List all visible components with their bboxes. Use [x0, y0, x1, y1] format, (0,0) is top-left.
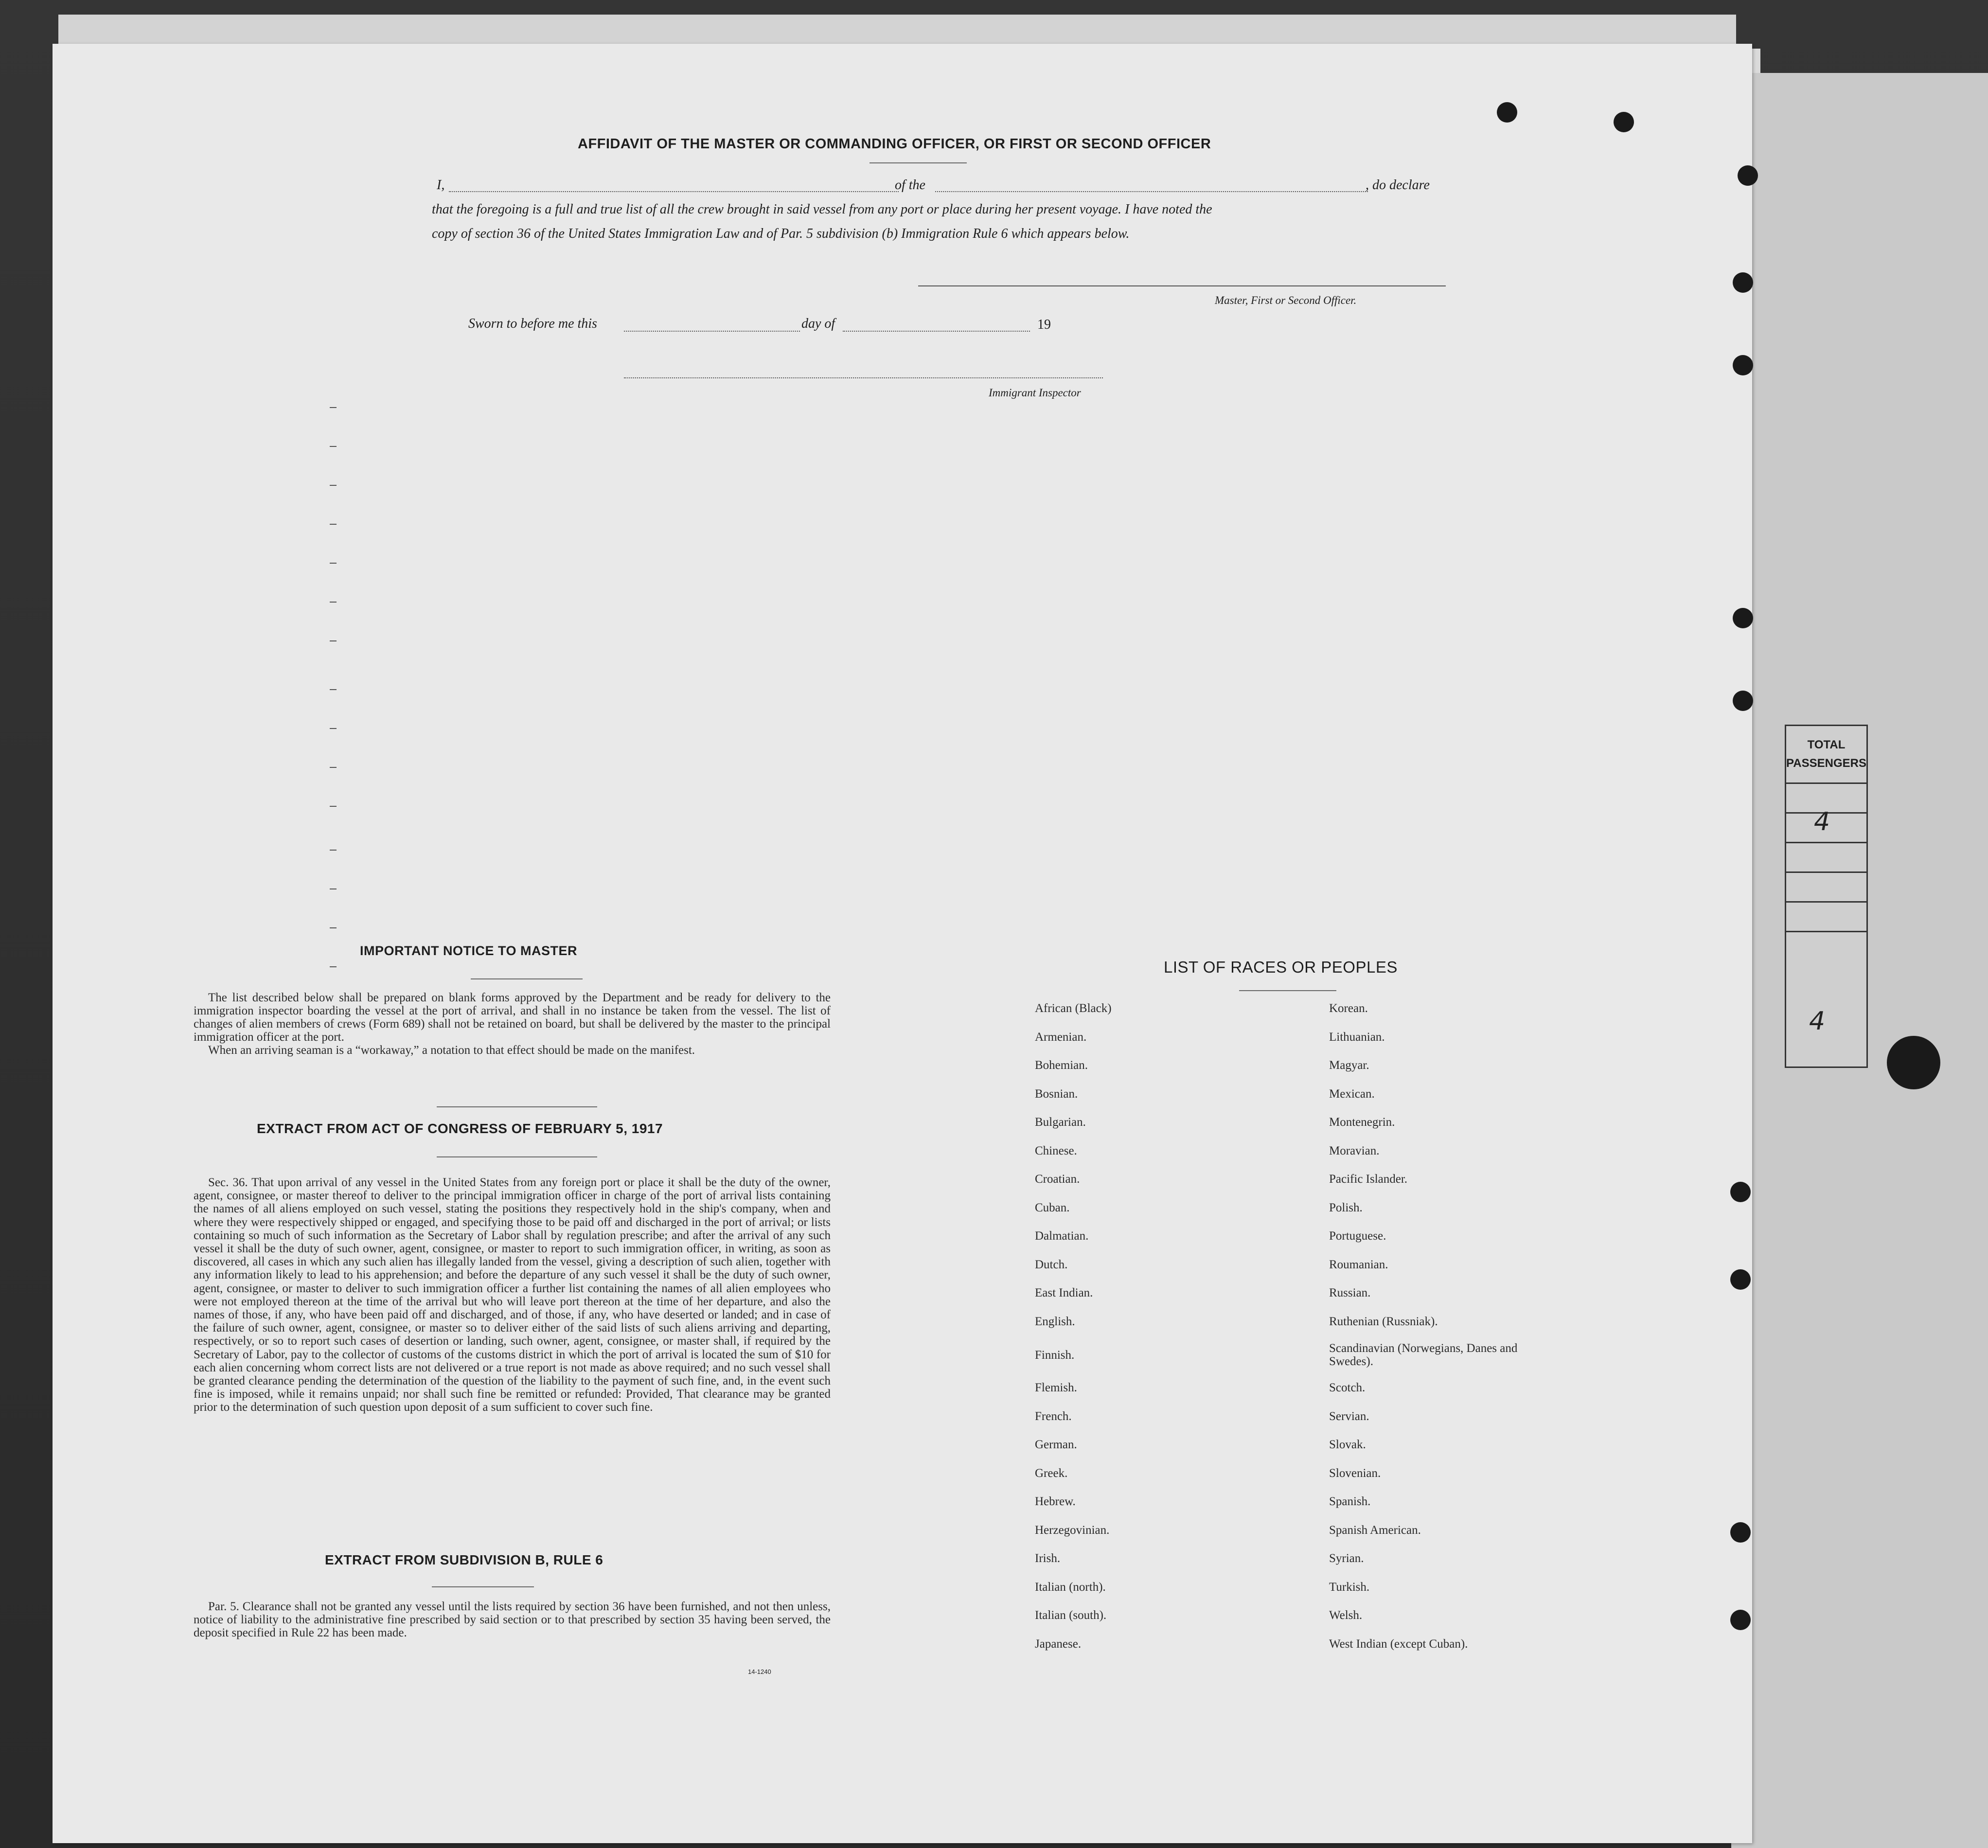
race-item: West Indian (except Cuban).	[1329, 1637, 1468, 1651]
punch-hole	[1730, 1610, 1751, 1630]
affidavit-title: AFFIDAVIT OF THE MASTER OR COMMANDING OFFICER, OR FIRST OR SECOND OFFICER	[578, 136, 1211, 152]
race-item: Bosnian.	[1035, 1087, 1078, 1101]
sworn-day-field[interactable]	[624, 331, 800, 332]
affidavit-i: I,	[437, 178, 445, 193]
form-number: 14-1240	[748, 1668, 771, 1675]
race-item: Russian.	[1329, 1286, 1371, 1300]
race-item: Dalmatian.	[1035, 1229, 1089, 1243]
race-item: Lithuanian.	[1329, 1030, 1385, 1044]
races-rule	[1239, 990, 1336, 991]
act-extract-title: EXTRACT FROM ACT OF CONGRESS OF FEBRUARY 5, 1917	[257, 1121, 663, 1136]
punch-hole	[1733, 608, 1753, 628]
punch-hole	[1733, 355, 1753, 375]
race-item: African (Black)	[1035, 1002, 1112, 1015]
race-item: Moravian.	[1329, 1144, 1380, 1157]
punch-hole	[1887, 1036, 1940, 1089]
race-item: Slovak.	[1329, 1438, 1366, 1452]
race-item: Portuguese.	[1329, 1229, 1386, 1243]
race-item: Korean.	[1329, 1002, 1368, 1015]
affidavit-line2: that the foregoing is a full and true list of all the crew brought in said vessel from any port or place during her present voyage. I have noted the	[432, 202, 1212, 217]
race-item: Slovenian.	[1329, 1466, 1381, 1480]
punch-hole	[1738, 165, 1758, 186]
rule-rule	[432, 1586, 534, 1587]
notice-text	[194, 991, 831, 1057]
race-item: Bulgarian.	[1035, 1116, 1086, 1129]
year-prefix: 19	[1037, 317, 1051, 332]
race-item: Finnish.	[1035, 1348, 1075, 1362]
notice-title: IMPORTANT NOTICE TO MASTER	[360, 943, 577, 958]
punch-hole	[1730, 1269, 1751, 1290]
section-rule	[437, 1106, 597, 1107]
race-item: Turkish.	[1329, 1580, 1370, 1594]
stamp-label-passengers: PASSENGERS	[1786, 757, 1866, 770]
race-item: Ruthenian (Russniak).	[1329, 1315, 1438, 1328]
stamp-value-top: 4	[1814, 807, 1830, 836]
notice-paragraph-2: When an arriving seaman is a “workaway,” a notation to that effect should be made on the manifest.	[208, 1044, 695, 1057]
race-item: Polish.	[1329, 1201, 1363, 1214]
race-item: Spanish American.	[1329, 1523, 1421, 1537]
sworn-label: Sworn to before me this	[468, 316, 597, 331]
punch-hole	[1730, 1522, 1751, 1543]
race-item: Chinese.	[1035, 1144, 1077, 1157]
total-passengers-stamp	[1785, 725, 1868, 1068]
race-item: German.	[1035, 1438, 1077, 1452]
stamp-label-total: TOTAL	[1807, 738, 1846, 751]
punch-hole	[1497, 102, 1517, 123]
race-item: Armenian.	[1035, 1030, 1087, 1044]
rule-extract-title: EXTRACT FROM SUBDIVISION B, RULE 6	[325, 1552, 604, 1567]
races-title: LIST OF RACES OR PEOPLES	[1164, 958, 1398, 976]
race-item: Scandinavian (Norwegians, Danes and Swedes).	[1329, 1342, 1518, 1368]
race-item: Scotch.	[1329, 1381, 1366, 1395]
signature-line[interactable]	[918, 285, 1446, 286]
act-rule	[437, 1156, 597, 1157]
affidavit-line3: copy of section 36 of the United States Immigration Law and of Par. 5 subdivision (b) Immigration Rule 6 which appears below.	[432, 226, 1130, 241]
races-left-column	[1035, 995, 1307, 1658]
race-item: Italian (south).	[1035, 1609, 1107, 1622]
race-item: Japanese.	[1035, 1637, 1082, 1651]
race-item: Cuban.	[1035, 1201, 1070, 1214]
race-item: Mexican.	[1329, 1087, 1375, 1101]
notice-rule	[471, 978, 583, 979]
notice-paragraph-1: The list described below shall be prepared on blank forms approved by the Department and be ready for delivery to the immigration inspector boarding the vessel at the port of arrival, and shall in no instance be taken from the vessel. The list of changes of alien members of crews (Form 689) shall not be retained on board, but shall be delivered by the master to the principal immigration officer at the port.	[194, 991, 831, 1044]
race-item: Servian.	[1329, 1409, 1369, 1423]
race-item: Hebrew.	[1035, 1495, 1076, 1509]
race-item: Greek.	[1035, 1466, 1068, 1480]
rule-paragraph-5: Par. 5. Clearance shall not be granted any vessel until the lists required by section 36 have been furnished, and not then unless, notice of liability to the administrative fine prescribed by said section or to that prescribed by section 35 having been served, the deposit specified in Rule 22 has been made.	[194, 1600, 831, 1639]
race-item: Italian (north).	[1035, 1580, 1106, 1594]
master-name-field[interactable]	[449, 191, 899, 192]
sworn-month-field[interactable]	[843, 331, 1030, 332]
signature-caption: Master, First or Second Officer.	[1215, 294, 1357, 306]
race-item: Montenegrin.	[1329, 1116, 1395, 1129]
stamp-value-bottom: 4	[1809, 1007, 1826, 1036]
race-item: Irish.	[1035, 1552, 1061, 1565]
vessel-name-field[interactable]	[935, 191, 1368, 192]
punch-hole	[1733, 272, 1753, 293]
act-section-36: Sec. 36. That upon arrival of any vessel in the United States from any foreign port or place it shall be the duty of the owner, agent, consignee, or master thereof to deliver to the principal immigration officer in charge of the port of arrival lists containing the names of all aliens employed on such vessel, stating the positions they respectively hold in the ship's company, when and where they were respectively shipped or engaged, and specifying those to be paid off and discharged in the port of arrival; or lists containing so much of such information as the Secretary of Labor shall by regulation prescribe; and after the arrival of any such vessel it shall be the duty of such owner, agent, consignee, or master to report to such immigration officer, in writing, as soon as discovered, all cases in which any such alien has illegally landed from the vessel, giving a description of such alien, together with any information likely to lead to his apprehension; and before the departure of any such vessel it shall be the duty of such owner, agent, consignee, or master to deliver to such immigration officer a further list containing the names of all alien employees who were not employed thereon at the time of the arrival but who will leave port thereon at the time of her departure, and also the names of those, if any, who have been paid off and discharged, and of those, if any, who have deserted or landed; and in case of the failure of such owner, agent, consignee, or master so to deliver either of the said lists of such aliens arriving and departing, respectively, or so to report such cases of desertion or landing, such owner, agent, consignee, or master shall, if required by the Secretary of Labor, pay to the collector of customs of the customs district in which the port of arrival is located the sum of $10 for each alien concerning whom correct lists are not delivered or a true report is not made as above required; and no such vessel shall be granted clearance pending the determination of the question of the liability to the payment of such fine, and, in the event such fine is imposed, while it remains unpaid; nor shall such fine be remitted or refunded: Provided, That clearance may be granted prior to the determination of such question upon deposit of a sum sufficient to cover such fine.	[194, 1176, 831, 1414]
punch-hole	[1614, 112, 1634, 132]
races-right-column	[1329, 995, 1601, 1658]
race-item: Croatian.	[1035, 1173, 1080, 1186]
manifest-page	[53, 44, 1752, 1843]
inspector-caption: Immigrant Inspector	[989, 387, 1081, 399]
affidavit-declare: , do declare	[1366, 178, 1430, 193]
race-item: Bohemian.	[1035, 1059, 1088, 1072]
race-item: Dutch.	[1035, 1258, 1068, 1271]
inspector-signature-line[interactable]	[624, 377, 1103, 378]
race-item: Flemish.	[1035, 1381, 1077, 1395]
rule-extract-text	[194, 1600, 831, 1639]
affidavit-of-the: of the	[895, 178, 925, 193]
punch-hole	[1733, 691, 1753, 711]
race-item: Roumanian.	[1329, 1258, 1388, 1271]
race-item: Spanish.	[1329, 1495, 1371, 1509]
title-rule	[870, 162, 967, 163]
punch-hole	[1730, 1182, 1751, 1202]
act-extract-text	[194, 1176, 831, 1414]
race-item: Syrian.	[1329, 1552, 1364, 1565]
race-item: Herzegovinian.	[1035, 1523, 1110, 1537]
race-item: Pacific Islander.	[1329, 1173, 1408, 1186]
race-item: Welsh.	[1329, 1609, 1363, 1622]
race-item: English.	[1035, 1315, 1075, 1328]
race-item: French.	[1035, 1409, 1072, 1423]
race-item: Magyar.	[1329, 1059, 1369, 1072]
day-of-label: day of	[801, 316, 835, 331]
race-item: East Indian.	[1035, 1286, 1093, 1300]
